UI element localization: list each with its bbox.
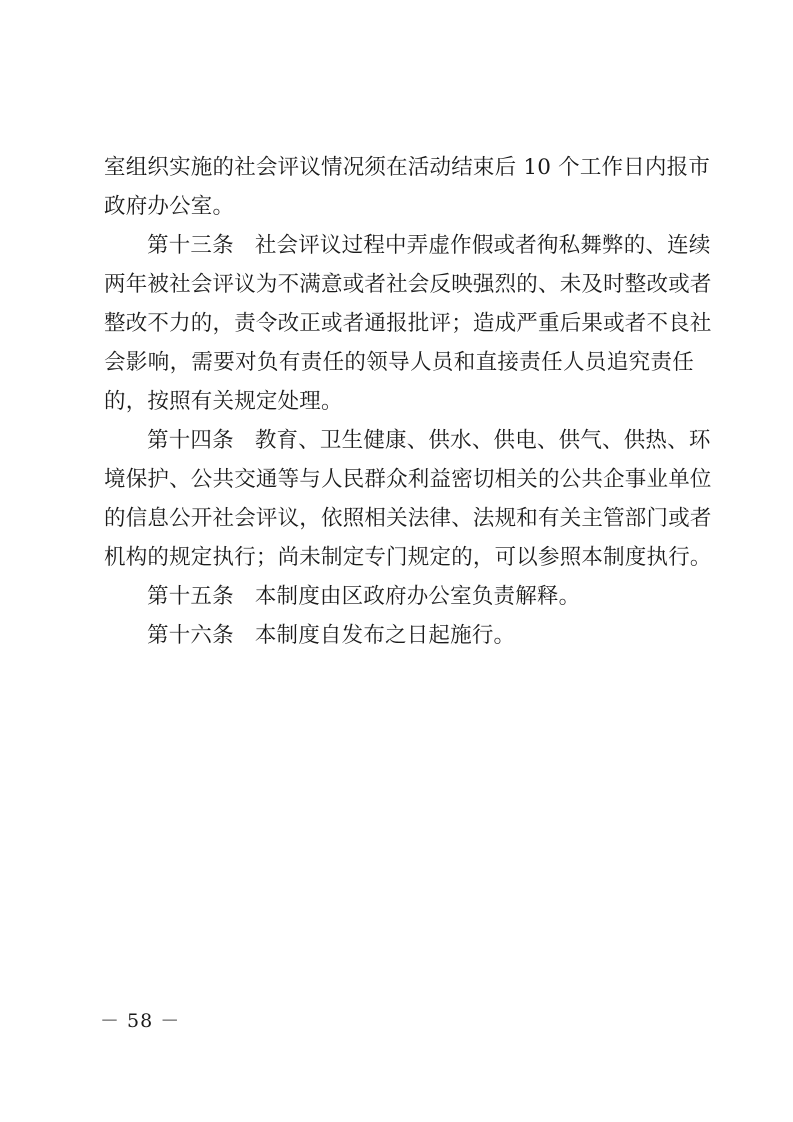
paragraph-line: 境保护、公共交通等与人民群众利益密切相关的公共企事业单位 xyxy=(104,467,712,492)
article-14-number: 第十四条 xyxy=(147,428,234,453)
article-15-number: 第十五条 xyxy=(147,584,234,609)
article-16-text: 本制度自发布之日起施行。 xyxy=(254,623,516,648)
paragraph-line: 的信息公开社会评议，依照相关法律、法规和有关主管部门或者 xyxy=(104,506,712,531)
article-13-number: 第十三条 xyxy=(147,233,234,258)
paragraph-line: 的，按照有关规定处理。 xyxy=(104,389,343,414)
paragraph-line: 机构的规定执行；尚未制定专门规定的，可以参照本制度执行。 xyxy=(104,545,712,570)
article-13-first-line xyxy=(147,226,711,266)
article-14-first-line xyxy=(147,421,711,461)
paragraph-line: 室组织实施的社会评议情况须在活动结束后 10 个工作日内报市 xyxy=(104,155,711,180)
paragraph-line: 整改不力的，责令改正或者通报批评；造成严重后果或者不良社 xyxy=(104,311,712,336)
article-16-number: 第十六条 xyxy=(147,623,234,648)
article-15-line xyxy=(147,577,694,617)
article-14-text: 教育、卫生健康、供水、供电、供气、供热、环 xyxy=(254,428,711,453)
paragraph-line: 会影响，需要对负有责任的领导人员和直接责任人员追究责任 xyxy=(104,350,694,375)
article-15-text: 本制度由区政府办公室负责解释。 xyxy=(254,584,581,609)
page-number: － 58 － xyxy=(100,1010,181,1032)
paragraph-line: 两年被社会评议为不满意或者社会反映强烈的、未及时整改或者 xyxy=(104,272,712,297)
paragraph-line: 政府办公室。 xyxy=(104,194,235,219)
article-16-line xyxy=(147,616,694,656)
article-13-text: 社会评议过程中弄虚作假或者徇私舞弊的、连续 xyxy=(254,233,711,258)
